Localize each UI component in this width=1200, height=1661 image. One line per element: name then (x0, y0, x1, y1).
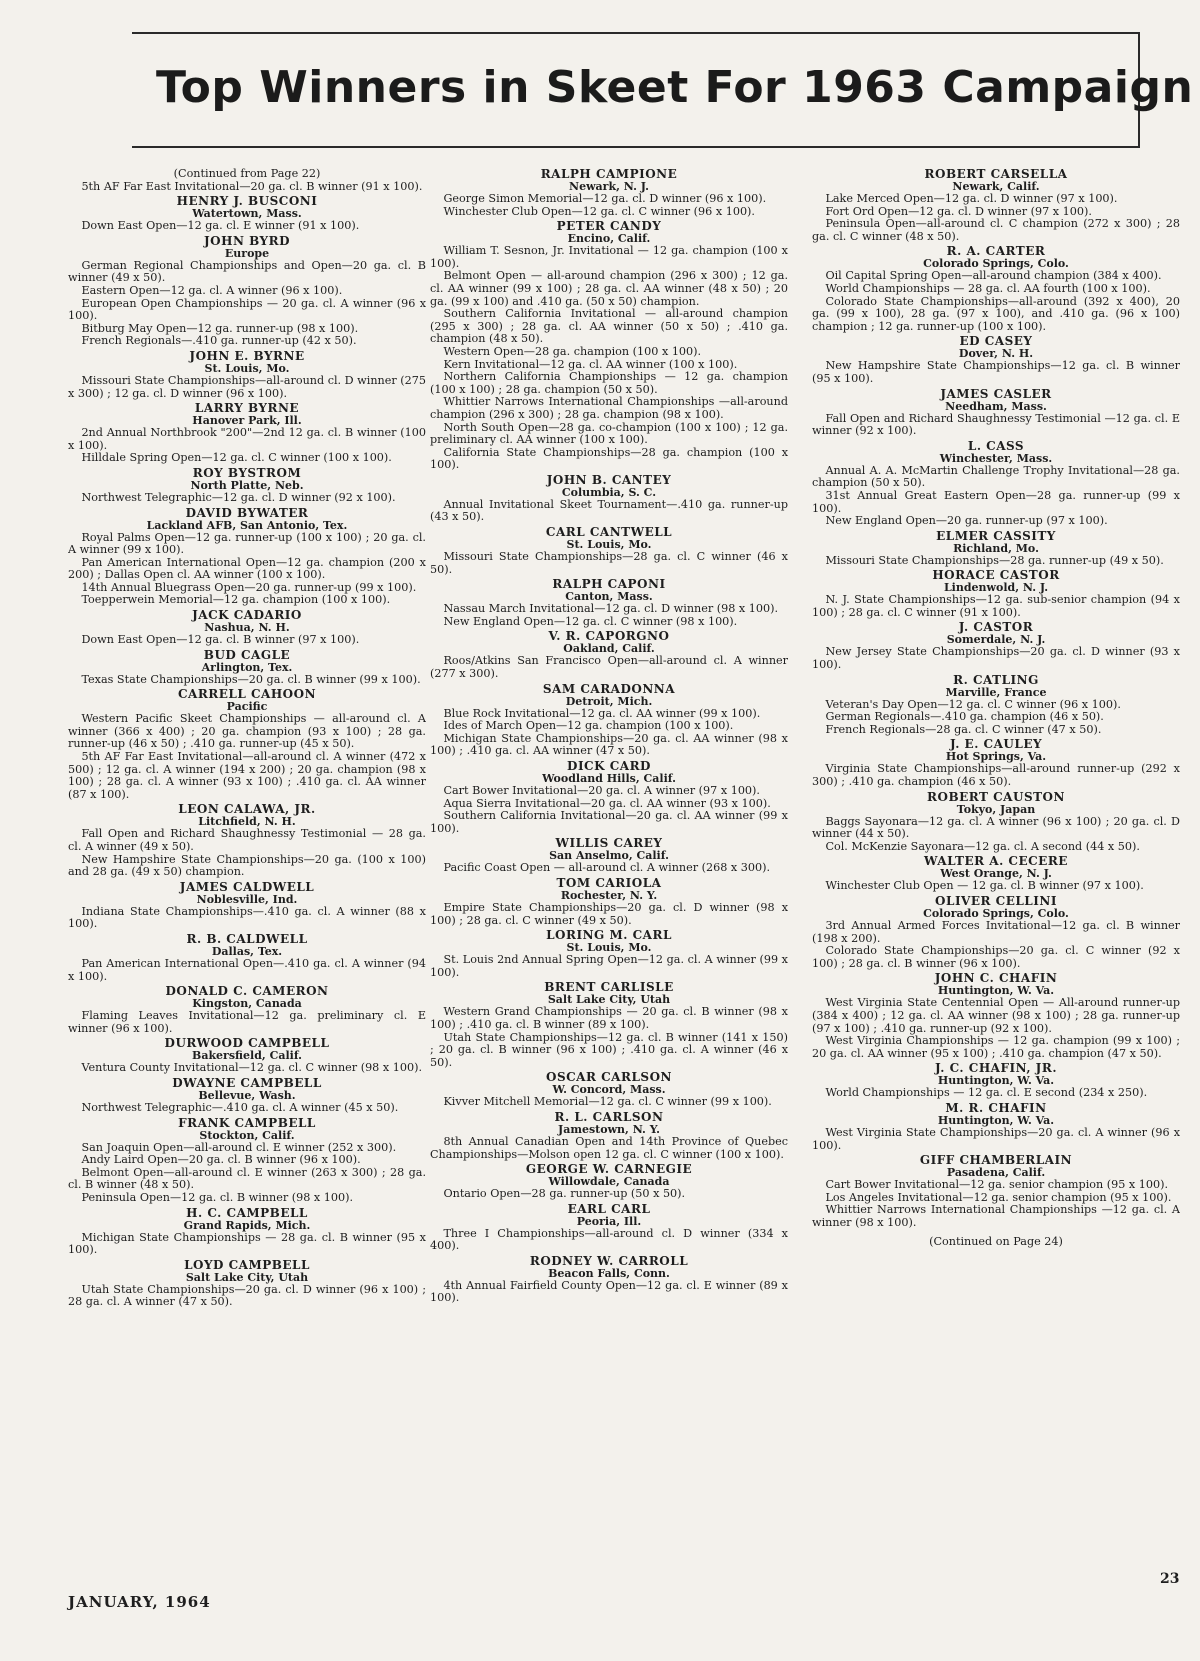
winner-entry (430, 1255, 788, 1305)
winner-entry (68, 195, 426, 233)
tournament-result: Nassau March Invitational—12 ga. cl. D winner (98 x 100). (443, 602, 779, 616)
tournament-result: Ventura County Invitational—12 ga. cl. C winner (98 x 100). (81, 1061, 422, 1075)
winner-entry (812, 1102, 1180, 1152)
tournament-result: Toepperwein Memorial—12 ga. champion (100 x 100). (81, 593, 391, 607)
winner-entry (68, 985, 426, 1035)
tournament-result: Winchester Club Open—12 ga. cl. C winner (96 x 100). (443, 204, 755, 218)
winner-hometown: Lindenwold, N. J. (943, 581, 1049, 595)
winner-name: LEON CALAWA, JR. (178, 802, 316, 817)
winner-entry (812, 674, 1180, 737)
winner-hometown: Huntington, W. Va. (937, 1074, 1055, 1088)
winner-hometown: Canton, Mass. (565, 590, 653, 604)
winner-name: V. R. CAPORGNO (548, 629, 670, 644)
winner-name: DICK CARD (567, 759, 651, 773)
winner-hometown: Richland, Mo. (953, 541, 1039, 555)
tournament-result: Indiana State Championships—.410 ga. cl. A winner (88 x 100). (68, 904, 426, 931)
tournament-result: Cart Bower Invitational—20 ga. cl. A winner (97 x 100). (443, 784, 760, 797)
tournament-result: California State Championships—28 ga. champion (100 x 100). (430, 445, 788, 472)
winner-name: R. A. CARTER (946, 244, 1046, 259)
winner-name: ELMER CASSITY (936, 528, 1056, 543)
winner-hometown: Winchester, Mass. (939, 451, 1053, 465)
tournament-result: Kern Invitational—12 ga. cl. AA winner (100 x 100). (443, 357, 738, 371)
tournament-result: 5th AF Far East Invitational—20 ga. cl. B winner (91 x 100). (81, 179, 423, 193)
winner-hometown: Europe (224, 246, 270, 260)
winner-hometown: Hanover Park, Ill. (192, 414, 302, 428)
tournament-result: European Open Championships — 20 ga. cl. A winner (96 x 100). (68, 296, 426, 323)
tournament-result: New England Open—20 ga. runner-up (97 x 100). (825, 514, 1108, 528)
winner-hometown: Stockton, Calif. (199, 1128, 295, 1142)
winner-entry (68, 1037, 426, 1075)
winner-hometown: Colorado Springs, Colo. (923, 257, 1069, 271)
tournament-result: West Virginia State Centennial Open — All-around runner-up (384 x 400) ; 12 ga. cl. AA winner (98 x 100) ; 28 ga. runner-up (97 x 100) ; .410 ga. runner-up (92 x 100). (812, 996, 1180, 1035)
winner-entry (430, 877, 788, 927)
winner-hometown: Lackland AFB, San Antonio, Tex. (146, 518, 348, 532)
winner-entry (430, 929, 788, 979)
tournament-result: Missouri State Championships—28 ga. cl. C winner (46 x 50). (430, 550, 788, 576)
tournament-result: Fort Ord Open—12 ga. cl. D winner (97 x 100). (825, 204, 1092, 218)
tournament-result: Michigan State Championships—20 ga. cl. AA winner (98 x 100) ; .410 ga. cl. AA winner (47 x 50). (430, 731, 788, 758)
winner-name: ED CASEY (959, 334, 1033, 349)
winner-name: TOM CARIOLA (556, 875, 662, 890)
continued-from: (Continued from Page 22) (173, 168, 321, 180)
winner-hometown: Pacific (226, 700, 268, 714)
tournament-result: Veteran's Day Open—12 ga. cl. C winner (96 x 100). (825, 697, 1121, 711)
tournament-result: 2nd Annual Northbrook "200"—2nd 12 ga. cl. B winner (100 x 100). (68, 426, 426, 452)
tournament-result: German Regionals—.410 ga. champion (46 x 50). (825, 710, 1104, 724)
winner-name: BUD CAGLE (203, 647, 291, 662)
winner-name: JOHN BYRD (204, 233, 290, 248)
tournament-result: Oil Capital Spring Open—all-around champion (384 x 400). (825, 269, 1162, 283)
tournament-result: Colorado State Championships—20 ga. cl. C winner (92 x 100) ; 28 ga. cl. B winner (96 x 100). (812, 944, 1180, 970)
winner-entry (812, 738, 1180, 788)
winner-name: RALPH CAPONI (552, 577, 666, 592)
tournament-result: Winchester Club Open — 12 ga. cl. B winner (97 x 100). (825, 879, 1144, 893)
winner-name: R. B. CALDWELL (186, 931, 308, 946)
tournament-result: Down East Open—12 ga. cl. E winner (91 x 100). (81, 219, 360, 233)
winner-name: H. C. CAMPBELL (186, 1205, 308, 1220)
tournament-result: Pacific Coast Open — all-around cl. A winner (268 x 300). (443, 861, 771, 875)
winner-entry (430, 220, 788, 472)
tournament-result: Northern California Championships — 12 ga. champion (100 x 100) ; 28 ga. champion (50 x 50). (430, 370, 788, 396)
winner-hometown: St. Louis, Mo. (566, 941, 652, 955)
tournament-result: Kivver Mitchell Memorial—12 ga. cl. C winner (99 x 100). (443, 1095, 772, 1109)
winner-hometown: Marville, France (945, 685, 1047, 699)
winner-entry (812, 530, 1180, 568)
winner-hometown: Arlington, Tex. (201, 660, 293, 674)
winner-entry (68, 609, 426, 647)
winner-name: ROBERT CARSELLA (924, 168, 1068, 181)
winner-hometown: St. Louis, Mo. (204, 361, 290, 375)
tournament-result: St. Louis 2nd Annual Spring Open—12 ga. cl. A winner (99 x 100). (430, 953, 788, 979)
winner-name: HENRY J. BUSCONI (176, 194, 318, 209)
tournament-result: World Championships — 28 ga. cl. AA fourth (100 x 100). (825, 281, 1151, 295)
tournament-result: Utah State Championships—20 ga. cl. D winner (96 x 100) ; 28 ga. cl. A winner (47 x 50). (68, 1282, 426, 1309)
column-2 (430, 168, 788, 1558)
tournament-result: 4th Annual Fairfield County Open—12 ga. cl. E winner (89 x 100). (430, 1278, 788, 1305)
winner-hometown: Columbia, S. C. (561, 485, 657, 499)
winner-entry (812, 388, 1180, 438)
winner-entry (430, 474, 788, 524)
winner-hometown: Huntington, W. Va. (937, 1113, 1055, 1127)
tournament-result: New England Open—12 ga. cl. C winner (98 x 100). (443, 614, 738, 628)
winner-hometown: Beacon Falls, Conn. (548, 1266, 670, 1280)
winner-name: CARL CANTWELL (545, 525, 673, 540)
tournament-result: 8th Annual Canadian Open and 14th Province of Quebec Championships—Molson open 12 ga. cl. C winner (100 x 100). (430, 1134, 788, 1161)
winner-entry (812, 895, 1180, 970)
tournament-result: George Simon Memorial—12 ga. cl. D winner (96 x 100). (443, 192, 767, 205)
tournament-result: Southern California Invitational — all-around champion (295 x 300) ; 28 ga. cl. AA winner (50 x 50) ; .410 ga. champion (48 x 50). (430, 307, 788, 346)
winner-entry (68, 507, 426, 608)
winner-name: DWAYNE CAMPBELL (172, 1075, 322, 1090)
winner-name: JOHN E. BYRNE (189, 348, 305, 363)
tournament-result: 5th AF Far East Invitational—all-around cl. A winner (472 x 500) ; 12 ga. cl. A winner (194 x 200) ; 20 ga. champion (98 x 100) ; 28 ga. cl. A winner (93 x 100) ; .410 ga. cl. AA winner (87 x 100). (68, 750, 426, 801)
winner-entry (812, 1154, 1180, 1229)
tournament-result: New Jersey State Championships—20 ga. cl. D winner (93 x 100). (812, 645, 1180, 672)
winner-entry (68, 181, 426, 194)
winner-entry (430, 630, 788, 680)
winner-name: GIFF CHAMBERLAIN (919, 1153, 1073, 1168)
tournament-result: 3rd Annual Armed Forces Invitational—12 ga. cl. B winner (198 x 200). (812, 919, 1180, 945)
winner-hometown: Pasadena, Calif. (946, 1166, 1046, 1180)
winner-name: WILLIS CAREY (555, 836, 663, 851)
winner-entry (68, 1207, 426, 1257)
winner-entry (430, 168, 788, 218)
winner-name: DURWOOD CAMPBELL (164, 1036, 330, 1051)
tournament-result: Western Pacific Skeet Championships — all-around cl. A winner (366 x 400) ; 20 ga. champion (93 x 100) ; 28 ga. runner-up (46 x 50) ; .410 ga. runner-up (45 x 50). (68, 712, 426, 751)
winner-name: J. CASTOR (958, 620, 1034, 635)
winner-hometown: Oakland, Calif. (563, 642, 655, 656)
tournament-result: Virginia State Championships—all-around runner-up (292 x 300) ; .410 ga. champion (46 x 50). (812, 762, 1180, 789)
winner-entry (68, 1259, 426, 1309)
winner-hometown: Kingston, Canada (192, 997, 302, 1011)
winner-entry (68, 467, 426, 505)
winner-name: LOYD CAMPBELL (184, 1257, 310, 1272)
tournament-result: Fall Open and Richard Shaughnessy Testimonial — 28 ga. cl. A winner (49 x 50). (68, 827, 426, 853)
winner-entry (68, 1077, 426, 1115)
winner-entry (812, 245, 1180, 333)
tournament-result: French Regionals—28 ga. cl. C winner (47 x 50). (825, 722, 1102, 736)
winner-entry (812, 335, 1180, 385)
winner-name: LARRY BYRNE (194, 401, 300, 416)
winner-entry (430, 578, 788, 628)
tournament-result: 31st Annual Great Eastern Open—28 ga. runner-up (99 x 100). (812, 488, 1180, 515)
winner-hometown: Woodland Hills, Calif. (542, 772, 676, 785)
tournament-result: Missouri State Championships—all-around cl. D winner (275 x 300) ; 12 ga. cl. D winner (96 x 100). (68, 373, 426, 400)
winner-name: RALPH CAMPIONE (540, 168, 678, 181)
winner-name: L. CASS (967, 438, 1025, 453)
footer-date: JANUARY, 1964 (68, 1593, 211, 1611)
column-1 (68, 168, 426, 1558)
tournament-result: Ides of March Open—12 ga. champion (100 x 100). (443, 719, 734, 733)
tournament-result: New Hampshire State Championships—12 ga. cl. B winner (95 x 100). (812, 359, 1180, 385)
tournament-result: Pan American International Open—12 ga. champion (200 x 200) ; Dallas Open cl. AA winner (100 x 100). (68, 555, 426, 582)
winner-name: JOHN B. CANTEY (546, 472, 672, 487)
page-number: 23 (1160, 1571, 1180, 1587)
winner-hometown: Hot Springs, Va. (945, 750, 1047, 764)
tournament-result: Whittier Narrows International Championships —12 ga. cl. A winner (98 x 100). (812, 1203, 1180, 1229)
winner-entry (430, 760, 788, 835)
tournament-result: Northwest Telegraphic—.410 ga. cl. A winner (45 x 50). (81, 1100, 399, 1114)
winner-name: GEORGE W. CARNEGIE (525, 1162, 693, 1177)
winner-name: CARRELL CAHOON (177, 687, 317, 702)
tournament-result: Andy Laird Open—20 ga. cl. B winner (96 x 100). (81, 1153, 361, 1167)
tournament-result: West Virginia Championships — 12 ga. champion (99 x 100) ; 20 ga. cl. AA winner (95 x 100) ; .410 ga. champion (47 x 50). (812, 1034, 1180, 1060)
winner-hometown: Colorado Springs, Colo. (923, 907, 1069, 920)
winner-entry (430, 981, 788, 1069)
tournament-result: Eastern Open—12 ga. cl. A winner (96 x 100). (81, 283, 343, 297)
tournament-result: Annual Invitational Skeet Tournament—.410 ga. runner-up (43 x 50). (430, 497, 788, 524)
winner-hometown: Nashua, N. H. (204, 621, 290, 635)
winner-entry (430, 1111, 788, 1161)
winner-entry (812, 621, 1180, 671)
winner-name: DONALD C. CAMERON (165, 984, 329, 999)
winner-name: ROY BYSTROM (192, 465, 302, 480)
tournament-result: Flaming Leaves Invitational—12 ga. preliminary cl. E winner (96 x 100). (68, 1009, 426, 1035)
winner-hometown: Bellevue, Wash. (198, 1088, 296, 1102)
tournament-result: Missouri State Championships—28 ga. runner-up (49 x 50). (825, 553, 1164, 567)
winner-hometown: Detroit, Mich. (565, 694, 653, 708)
tournament-result: Blue Rock Invitational—12 ga. cl. AA winner (99 x 100). (443, 706, 761, 720)
winner-name: J. E. CAULEY (949, 737, 1043, 752)
tournament-result: Belmont Open—all-around cl. E winner (263 x 300) ; 28 ga. cl. B winner (48 x 50). (68, 1165, 426, 1192)
winner-hometown: Rochester, N. Y. (560, 888, 658, 902)
winner-entry (430, 1163, 788, 1201)
winner-hometown: St. Louis, Mo. (566, 538, 652, 552)
winner-name: R. CATLING (953, 672, 1039, 687)
tournament-result: William T. Sesnon, Jr. Invitational — 12 ga. champion (100 x 100). (430, 244, 788, 270)
winner-hometown: Somerdale, N. J. (946, 633, 1046, 647)
tournament-result: Colorado State Championships—all-around (392 x 400), 20 ga. (99 x 100), 28 ga. (97 x 100), and .410 ga. (96 x 100) champion ; 12 ga. runner-up (100 x 100). (812, 294, 1180, 333)
tournament-result: Empire State Championships—20 ga. cl. D winner (98 x 100) ; 28 ga. cl. C winner (49 x 50). (430, 900, 788, 927)
tournament-result: World Championships — 12 ga. cl. E second (234 x 250). (825, 1086, 1148, 1100)
winner-hometown: Watertown, Mass. (192, 207, 302, 221)
tournament-result: Northwest Telegraphic—12 ga. cl. D winner (92 x 100). (81, 490, 396, 504)
tournament-result: Three I Championships—all-around cl. D winner (334 x 400). (430, 1226, 788, 1253)
winner-name: BRENT CARLISLE (544, 980, 674, 995)
tournament-result: Hilldale Spring Open—12 ga. cl. C winner (100 x 100). (81, 451, 392, 465)
winner-name: OLIVER CELLINI (935, 894, 1057, 908)
winner-entry (430, 526, 788, 576)
winner-name: FRANK CAMPBELL (178, 1115, 316, 1130)
winner-entry (812, 791, 1180, 854)
tournament-result: Annual A. A. McMartin Challenge Trophy Invitational—28 ga. champion (50 x 50). (812, 463, 1180, 490)
winner-name: SAM CARADONNA (542, 681, 676, 696)
winner-entry (68, 688, 426, 801)
winner-hometown: Noblesville, Ind. (196, 892, 298, 906)
winner-entry (812, 569, 1180, 619)
tournament-result: San Joaquin Open—all-around cl. E winner (252 x 300). (81, 1140, 397, 1154)
tournament-result: Pan American International Open—.410 ga. cl. A winner (94 x 100). (68, 956, 426, 983)
tournament-result: Roos/Atkins San Francisco Open—all-around cl. A winner (277 x 300). (430, 654, 788, 681)
winner-hometown: W. Concord, Mass. (552, 1083, 666, 1097)
winner-name: JAMES CASLER (940, 386, 1052, 401)
winner-hometown: North Platte, Neb. (190, 478, 304, 492)
tournament-result: Cart Bower Invitational—12 ga. senior champion (95 x 100). (825, 1178, 1169, 1192)
winner-entry (68, 649, 426, 687)
tournament-result: Utah State Championships—12 ga. cl. B winner (141 x 150) ; 20 ga. cl. B winner (96 x 100) ; .410 ga. cl. A winner (46 x 50). (430, 1030, 788, 1069)
tournament-result: Ontario Open—28 ga. runner-up (50 x 50). (443, 1187, 686, 1201)
winner-hometown: Needham, Mass. (945, 399, 1047, 413)
continued-on: (Continued on Page 24) (929, 1234, 1063, 1248)
winner-hometown: Huntington, W. Va. (937, 984, 1055, 998)
tournament-result: Fall Open and Richard Shaughnessy Testimonial —12 ga. cl. E winner (92 x 100). (812, 411, 1180, 438)
tournament-result: Peninsula Open—all-around cl. C champion (272 x 300) ; 28 ga. cl. C winner (48 x 50). (812, 217, 1180, 243)
tournament-result: French Regionals—.410 ga. runner-up (42 x 50). (81, 334, 357, 348)
tournament-result: Western Open—28 ga. champion (100 x 100). (443, 344, 702, 358)
tournament-result: Aqua Sierra Invitational—20 ga. cl. AA winner (93 x 100). (443, 796, 771, 810)
tournament-result: Peninsula Open—12 ga. cl. B winner (98 x 100). (81, 1190, 354, 1204)
winner-entry (68, 402, 426, 465)
tournament-result: New Hampshire State Championships—20 ga. (100 x 100) and 28 ga. (49 x 50) champion. (68, 852, 426, 879)
winner-hometown: Newark, N. J. (569, 180, 649, 193)
winner-hometown: San Anselmo, Calif. (549, 849, 669, 863)
winner-name: JOHN C. CHAFIN (934, 971, 1058, 986)
winner-name: M. R. CHAFIN (945, 1100, 1047, 1115)
winner-name: HORACE CASTOR (932, 568, 1060, 583)
winner-hometown: Bakersfield, Calif. (192, 1049, 302, 1063)
winner-entry (812, 1062, 1180, 1100)
winner-entry (812, 440, 1180, 528)
tournament-result: Col. McKenzie Sayonara—12 ga. cl. A second (44 x 50). (825, 839, 1140, 853)
winner-hometown: Dover, N. H. (958, 347, 1034, 361)
winner-name: EARL CARL (567, 1201, 651, 1216)
winner-entry (812, 972, 1180, 1060)
winner-name: JACK CADARIO (192, 608, 302, 623)
tournament-result: Los Angeles Invitational—12 ga. senior champion (95 x 100). (825, 1190, 1172, 1204)
winner-name: J. C. CHAFIN, JR. (934, 1061, 1057, 1076)
winner-hometown: Newark, Calif. (952, 180, 1040, 193)
tournament-result: West Virginia State Championships—20 ga. cl. A winner (96 x 100). (812, 1125, 1180, 1152)
title-box (132, 32, 1194, 148)
tournament-result: N. J. State Championships—12 ga. sub-senior champion (94 x 100) ; 28 ga. cl. C winner (91 x 100). (812, 593, 1180, 619)
winner-hometown: Salt Lake City, Utah (185, 1270, 309, 1284)
tournament-result: Royal Palms Open—12 ga. runner-up (100 x 100) ; 20 ga. cl. A winner (99 x 100). (68, 530, 426, 557)
winner-entry (430, 837, 788, 875)
winner-entry (68, 1117, 426, 1205)
winner-name: PETER CANDY (556, 219, 662, 234)
column-3 (812, 168, 1180, 1558)
winner-name: LORING M. CARL (546, 928, 672, 943)
winner-hometown: Encino, Calif. (567, 232, 651, 246)
winner-name: OSCAR CARLSON (546, 1070, 672, 1085)
winner-name: DAVID BYWATER (185, 505, 309, 520)
winner-entry (68, 803, 426, 878)
winner-name: JAMES CALDWELL (179, 879, 315, 894)
tournament-result: Bitburg May Open—12 ga. runner-up (98 x 100). (81, 321, 359, 335)
winner-entry (68, 933, 426, 983)
winner-hometown: Salt Lake City, Utah (547, 993, 671, 1007)
winner-entry (68, 235, 426, 348)
winner-hometown: Litchfield, N. H. (198, 815, 296, 829)
tournament-result: Lake Merced Open—12 ga. cl. D winner (97 x 100). (825, 192, 1118, 205)
winner-name: R. L. CARLSON (554, 1109, 664, 1124)
winner-name: RODNEY W. CARROLL (529, 1253, 689, 1268)
winner-hometown: West Orange, N. J. (940, 867, 1052, 881)
tournament-result: 14th Annual Bluegrass Open—20 ga. runner-up (99 x 100). (81, 580, 417, 594)
winner-entry (812, 168, 1180, 243)
winner-hometown: Grand Rapids, Mich. (183, 1218, 311, 1232)
winner-hometown: Jamestown, N. Y. (558, 1122, 660, 1136)
winner-entry (430, 1203, 788, 1253)
winner-entry (430, 683, 788, 758)
tournament-result: Down East Open—12 ga. cl. B winner (97 x 100). (81, 633, 360, 647)
winner-entry (430, 1071, 788, 1109)
tournament-result: Texas State Championships—20 ga. cl. B winner (99 x 100). (81, 672, 421, 686)
winner-hometown: Tokyo, Japan (956, 802, 1036, 816)
tournament-result: North South Open—28 ga. co-champion (100 x 100) ; 12 ga. preliminary cl. AA winner (100 x 100). (430, 420, 788, 447)
winner-hometown: Willowdale, Canada (548, 1175, 670, 1189)
winner-name: WALTER A. CECERE (924, 854, 1068, 869)
tournament-result: Western Grand Championships — 20 ga. cl. B winner (98 x 100) ; .410 ga. cl. B winner (89 x 100). (430, 1005, 788, 1031)
tournament-result: Southern California Invitational—20 ga. cl. AA winner (99 x 100). (430, 809, 788, 835)
page-title: Top Winners in Skeet For 1963 Campaign (156, 62, 1194, 113)
winner-entry (68, 881, 426, 931)
tournament-result: Belmont Open — all-around champion (296 x 300) ; 12 ga. cl. AA winner (99 x 100) ; 28 ga. cl. AA winner (48 x 50) ; 20 ga. (99 x 100) and .410 ga. (50 x 50) champion. (430, 269, 788, 308)
tournament-result: Whittier Narrows International Championships —all-around champion (296 x 300) ; 28 ga. champion (98 x 100). (430, 395, 788, 421)
winner-name: ROBERT CAUSTON (927, 789, 1065, 804)
winner-hometown: Dallas, Tex. (211, 944, 283, 958)
tournament-result: German Regional Championships and Open—20 ga. cl. B winner (49 x 50). (68, 258, 426, 285)
tournament-result: Baggs Sayonara—12 ga. cl. A winner (96 x 100) ; 20 ga. cl. D winner (44 x 50). (812, 814, 1180, 841)
tournament-result: Michigan State Championships — 28 ga. cl. B winner (95 x 100). (68, 1230, 426, 1257)
winner-hometown: Peoria, Ill. (576, 1214, 642, 1228)
winner-entry (68, 350, 426, 400)
winner-entry (812, 855, 1180, 893)
